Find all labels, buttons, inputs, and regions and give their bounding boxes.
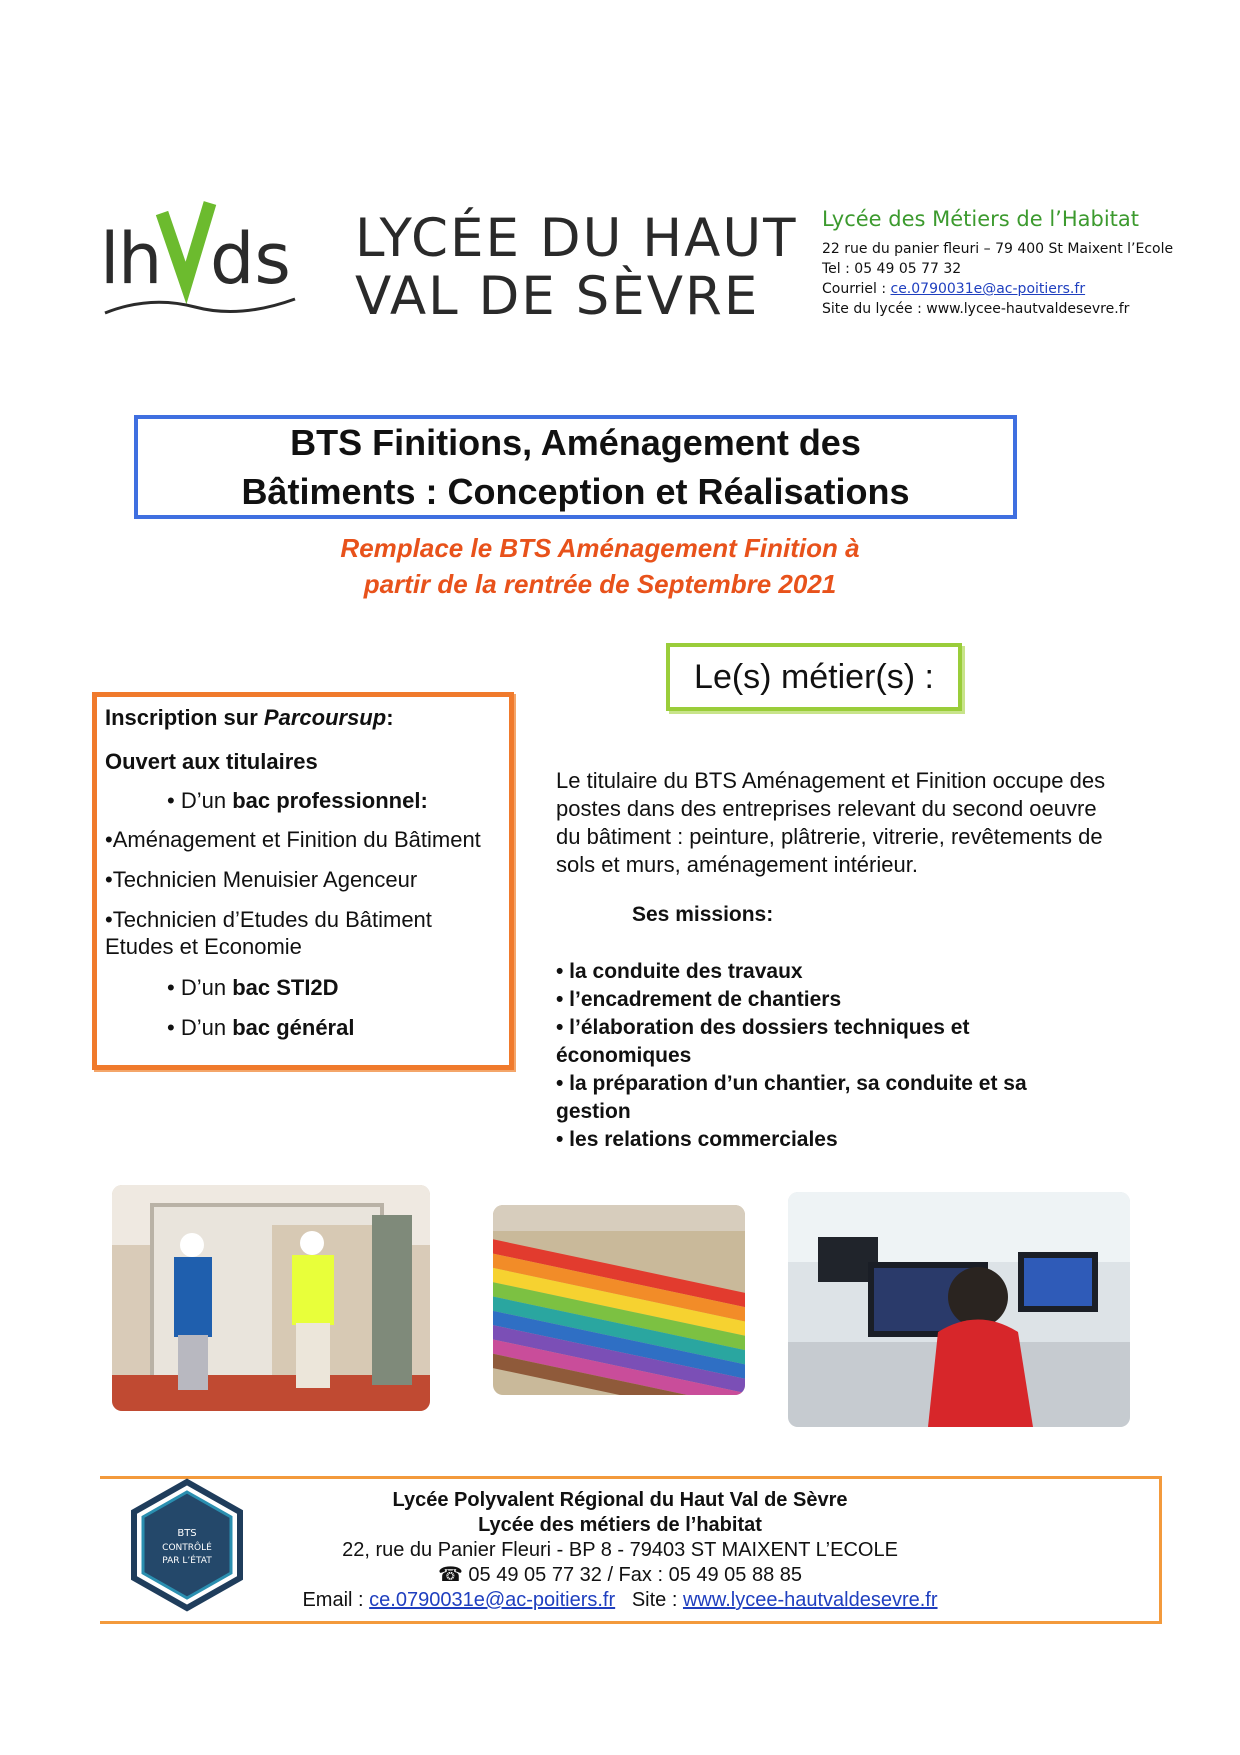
email-label: Email :	[302, 1589, 370, 1611]
page-title	[241, 418, 909, 516]
list-item: • la conduite des travaux	[556, 960, 803, 983]
inscription-box	[92, 692, 514, 1070]
footer-site-link[interactable]: www.lycee-hautvaldesevre.fr	[682, 1589, 938, 1611]
ouvert-label: Ouvert aux titulaires	[105, 749, 318, 774]
missions-title: Ses missions:	[632, 903, 774, 926]
courriel-label: Courriel :	[822, 281, 891, 297]
missions-list	[556, 958, 1096, 1154]
school-logo	[100, 195, 310, 325]
school-name	[355, 210, 798, 326]
logo-v-mark	[162, 203, 210, 283]
bac-sti2d-label: bac STI2D	[232, 975, 339, 1000]
metiers-heading: Le(s) métier(s) :	[694, 657, 934, 696]
list-item: Etudes et Economie	[105, 934, 302, 959]
photo-worksite	[112, 1185, 430, 1411]
header-site: Site du lycée : www.lycee-hautvaldesevre.fr	[822, 301, 1130, 317]
photo-computer-room	[788, 1192, 1130, 1427]
bac-pro-label: bac professionnel:	[232, 788, 428, 813]
logo-wave	[105, 299, 295, 313]
parcoursup-label: Parcoursup	[263, 705, 387, 730]
bac-sti2d-item	[167, 975, 339, 1001]
replacement-line2: partir de la rentrée de Septembre 2021	[363, 569, 837, 599]
school-name-line1: LYCÉE DU HAUT	[355, 208, 798, 269]
bac-general-prefix: • D’un	[167, 1015, 233, 1040]
logo-l: l	[100, 218, 120, 300]
title-line2: Bâtiments : Conception et Réalisations	[241, 471, 910, 512]
header-courriel	[822, 279, 1222, 299]
footer-contact	[260, 1488, 980, 1613]
inscription-heading-text: Inscription sur	[105, 705, 264, 730]
list-item: •Technicien d’Etudes du Bâtiment	[105, 907, 432, 932]
header-tel: Tel : 05 49 05 77 32	[822, 261, 962, 277]
bts-badge-icon	[128, 1478, 246, 1612]
footer-line1: Lycée Polyvalent Régional du Haut Val de Sèvre	[392, 1489, 848, 1511]
site-label: Site :	[615, 1589, 683, 1611]
list-item: • l’élaboration des dossiers techniques et économiques	[556, 1016, 970, 1067]
header-address: 22 rue du panier fleuri – 79 400 St Maixent l’Ecole	[822, 241, 1174, 257]
list-item: • les relations commerciales	[556, 1128, 838, 1151]
badge-line2: CONTRÔLÉ	[162, 1543, 212, 1553]
bac-general-label: bac général	[232, 1015, 355, 1040]
bac-general-item	[167, 1015, 354, 1041]
metier-description: Le titulaire du BTS Aménagement et Finition occupe des postes dans des entreprises relevant du second oeuvre du bâtiment : peinture, plâtrerie, vitrerie, revêtements de sols et murs, aménagement intérieur.	[556, 768, 1106, 877]
header-subtitle: Lycée des Métiers de l’Habitat	[822, 207, 1139, 231]
badge-line3: PAR L’ÉTAT	[162, 1556, 212, 1566]
footer-links	[260, 1588, 980, 1613]
title-line1: BTS Finitions, Aménagement des	[290, 422, 861, 463]
footer-phone	[260, 1563, 980, 1588]
title-box	[134, 415, 1017, 519]
inscription-colon: :	[386, 705, 394, 730]
courriel-link[interactable]: ce.0790031e@ac-poitiers.fr	[890, 281, 1086, 297]
bac-sti2d-prefix: • D’un	[167, 975, 233, 1000]
bac-pro-prefix: • D’un	[167, 788, 233, 813]
replacement-notice	[200, 530, 1000, 602]
phone-icon: ☎	[437, 1564, 463, 1586]
bac-pro-item	[167, 788, 428, 814]
list-item: •Technicien Menuisier Agenceur	[105, 867, 418, 892]
logo-h: h	[118, 218, 163, 300]
badge-line1: BTS	[177, 1528, 197, 1539]
metiers-heading-box	[666, 643, 962, 711]
list-item: • la préparation d’un chantier, sa conduite et sa gestion	[556, 1072, 1027, 1123]
school-name-line2: VAL DE SÈVRE	[355, 266, 760, 327]
footer-line4: 05 49 05 77 32 / Fax : 05 49 05 88 85	[462, 1564, 803, 1586]
header-contact	[822, 205, 1222, 319]
footer-email-link[interactable]: ce.0790031e@ac-poitiers.fr	[369, 1589, 616, 1611]
list-item: • l’encadrement de chantiers	[556, 988, 842, 1011]
footer-line3: 22, rue du Panier Fleuri - BP 8 - 79403 ST MAIXENT L’ECOLE	[342, 1539, 898, 1561]
footer-line2: Lycée des métiers de l’habitat	[478, 1514, 762, 1536]
photo-color-chart	[493, 1205, 745, 1395]
logo-ds: ds	[210, 218, 291, 300]
replacement-line1: Remplace le BTS Aménagement Finition à	[340, 533, 860, 563]
inscription-heading	[105, 705, 394, 731]
list-item: •Aménagement et Finition du Bâtiment	[105, 827, 481, 852]
